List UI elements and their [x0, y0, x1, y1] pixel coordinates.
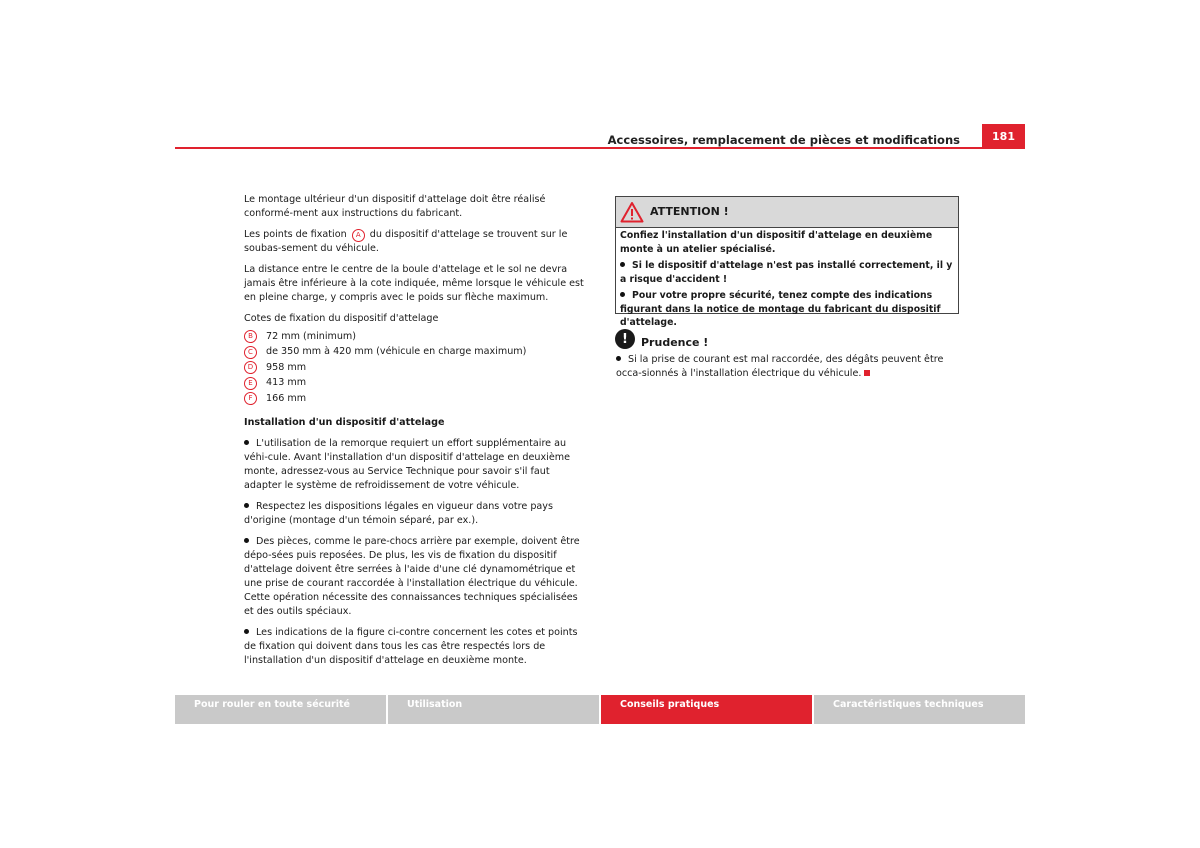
bullet-text: Respectez les dispositions légales en vigueur dans votre pays d'origine (montage d'un témoin séparé, par ex.).: [244, 500, 553, 526]
dimension-value: de 350 mm à 420 mm (véhicule en charge maximum): [266, 346, 527, 358]
marker-a-icon: A: [352, 229, 365, 242]
bullet-text: Les indications de la figure ci-contre concernent les cotes et points de fixation qui doivent dans tous les cas être respectés lors de l'installation d'un dispositif d'attelage en deuxième monte.: [244, 626, 578, 666]
page-number: 181: [982, 124, 1025, 149]
bullet-icon: [616, 356, 621, 361]
section-title: Installation d'un dispositif d'attelage: [244, 416, 445, 428]
warning-header: [616, 197, 958, 228]
distance-paragraph: La distance entre le centre de la boule d'attelage et le sol ne devra jamais être inférieure à la cote indiquée, même lorsque le véhicule est en pleine charge, y compris avec le poids sur flèche maximum.: [244, 264, 584, 303]
warning-title: ATTENTION !: [650, 205, 729, 219]
warning-bullet-text: Si le dispositif d'attelage n'est pas installé correctement, il y a risque d'accident !: [620, 260, 953, 285]
end-of-section-icon: [864, 370, 870, 376]
warning-bullet: [620, 289, 954, 330]
warning-intro: Confiez l'installation d'un dispositif d'attelage en deuxième monte à un atelier spécialisé.: [620, 230, 933, 255]
dimension-value: 166 mm: [266, 392, 307, 404]
warning-bullet: [620, 259, 954, 286]
dimension-item: [244, 376, 589, 392]
marker-b-icon: B: [244, 330, 257, 343]
nav-tab-conseils-pratiques[interactable]: Conseils pratiques: [601, 695, 812, 724]
bullet-icon: [244, 503, 249, 508]
marker-d-icon: D: [244, 361, 257, 374]
bullet-icon: [620, 292, 625, 297]
bullet-paragraph: [244, 626, 589, 668]
dimension-value: 958 mm: [266, 361, 307, 373]
bullet-paragraph: [244, 535, 589, 619]
caution-icon: !: [615, 329, 635, 349]
bullet-paragraph: [244, 437, 589, 493]
dimension-item: [244, 360, 589, 376]
header-rule: [175, 147, 1025, 149]
footer-navigation: [175, 695, 1025, 724]
fixation-paragraph: [244, 228, 589, 256]
nav-tab-caracteristiques[interactable]: Caractéristiques techniques: [814, 695, 1025, 724]
dimension-value: 72 mm (minimum): [266, 330, 357, 342]
fixation-text-before: Les points de fixation: [244, 229, 347, 240]
fixation-text-after: du dispositif d'attelage se trouvent sur le soubas-sement du véhicule.: [244, 229, 568, 254]
bullet-icon: [620, 262, 625, 267]
dimension-item: [244, 391, 589, 407]
warning-body: [616, 228, 958, 330]
marker-c-icon: C: [244, 346, 257, 359]
warning-bullet-text: Pour votre propre sécurité, tenez compte des indications figurant dans la notice de montage du fabricant du dispositif d'attelage.: [620, 290, 941, 328]
intro-paragraph: Le montage ultérieur d'un dispositif d'attelage doit être réalisé conformé-ment aux instructions du fabricant.: [244, 194, 546, 219]
bullet-paragraph: [244, 500, 589, 528]
dimension-item: [244, 329, 589, 345]
dimension-item: [244, 345, 589, 361]
warning-triangle-icon: [620, 201, 644, 223]
caution-header: [615, 329, 708, 349]
bullet-icon: [244, 440, 249, 445]
dimensions-list: [244, 329, 589, 407]
caution-text: [616, 353, 961, 381]
bullet-text: Des pièces, comme le pare-chocs arrière par exemple, doivent être dépo-sées puis reposées. De plus, les vis de fixation du dispositif d'attelage doivent être serrées à l'aide d'une clé dynamométrique et une prise de courant raccordée à l'installation électrique du véhicule. Cette opération nécessite des connaissances techniques spécialisées et des outils spéciaux.: [244, 535, 580, 617]
nav-tab-securite[interactable]: Pour rouler en toute sécurité: [175, 695, 386, 724]
left-column: [244, 193, 589, 675]
nav-tab-utilisation[interactable]: Utilisation: [388, 695, 599, 724]
caution-body: Si la prise de courant est mal raccordée, des dégâts peuvent être occa-sionnés à l'installation électrique du véhicule.: [616, 354, 944, 379]
dimensions-heading: Cotes de fixation du dispositif d'attelage: [244, 313, 439, 324]
marker-f-icon: F: [244, 392, 257, 405]
marker-e-icon: E: [244, 377, 257, 390]
bullet-text: L'utilisation de la remorque requiert un effort supplémentaire au véhi-cule. Avant l'installation d'un dispositif d'attelage en deuxième monte, adressez-vous au Service Technique pour savoir s'il faut adapter le système de refroidissement de votre véhicule.: [244, 437, 570, 491]
dimension-value: 413 mm: [266, 377, 307, 389]
warning-box: [615, 196, 959, 328]
bullet-icon: [244, 538, 249, 543]
chapter-title: Accessoires, remplacement de pièces et modifications: [607, 133, 960, 147]
caution-title: Prudence !: [641, 336, 709, 349]
bullet-icon: [244, 629, 249, 634]
